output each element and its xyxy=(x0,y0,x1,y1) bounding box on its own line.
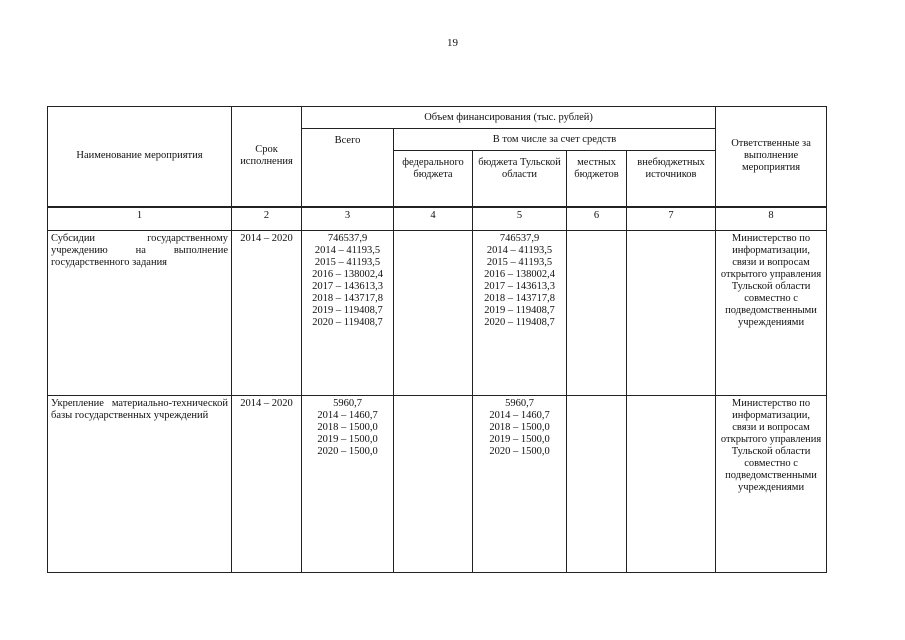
header-local: местных бюджетов xyxy=(567,151,627,207)
measure-federal xyxy=(394,230,473,395)
amount-line: 2014 – 41193,5 xyxy=(314,244,381,256)
measure-term: 2014 – 2020 xyxy=(232,395,302,573)
budget-table xyxy=(47,106,827,573)
measure-extrabudget xyxy=(627,395,716,573)
header-term: Срок исполнения xyxy=(232,107,302,207)
measure-local xyxy=(567,230,627,395)
amount-line: 2020 – 1500,0 xyxy=(317,445,378,457)
column-number: 1 xyxy=(48,207,232,231)
amount-line: 2018 – 1500,0 xyxy=(489,421,550,433)
measure-name: Субсидии государственному учреждению на выполнение государственного задания xyxy=(48,230,232,395)
amount-line: 2018 – 143717,8 xyxy=(312,292,383,304)
amount-line: 2018 – 143717,8 xyxy=(484,292,555,304)
header-responsible: Ответственные за выполнение мероприятия xyxy=(716,107,827,207)
amount-line: 5960,7 xyxy=(505,397,534,409)
measure-total xyxy=(302,395,394,573)
measure-regional xyxy=(473,230,567,395)
amount-line: 2019 – 119408,7 xyxy=(484,304,555,316)
column-number: 4 xyxy=(394,207,473,231)
amount-line: 5960,7 xyxy=(333,397,362,409)
header-total: Всего xyxy=(302,129,394,207)
column-number: 6 xyxy=(567,207,627,231)
amount-line: 2019 – 1500,0 xyxy=(489,433,550,445)
header-name: Наименование мероприятия xyxy=(48,107,232,207)
amount-line: 2014 – 1460,7 xyxy=(317,409,378,421)
table-row xyxy=(48,395,827,573)
amount-line: 2020 – 119408,7 xyxy=(484,316,555,328)
header-including: В том числе за счет средств xyxy=(394,129,716,151)
amount-line: 2015 – 41193,5 xyxy=(314,256,381,268)
amount-line: 2020 – 119408,7 xyxy=(312,316,383,328)
column-number: 7 xyxy=(627,207,716,231)
measure-responsible: Министерство по информатизации, связи и вопросам открытого управления Тульской области совместно с подведомственными учреждениями xyxy=(716,395,827,573)
measure-local xyxy=(567,395,627,573)
amount-line: 2017 – 143613,3 xyxy=(312,280,383,292)
measure-federal xyxy=(394,395,473,573)
measure-term: 2014 – 2020 xyxy=(232,230,302,395)
amount-line: 746537,9 xyxy=(327,232,368,244)
header-financing: Объем финансирования (тыс. рублей) xyxy=(302,107,716,129)
measure-total xyxy=(302,230,394,395)
measure-extrabudget xyxy=(627,230,716,395)
header-federal: федерального бюджета xyxy=(394,151,473,207)
column-number: 8 xyxy=(716,207,827,231)
amount-line: 2014 – 41193,5 xyxy=(486,244,553,256)
column-number: 5 xyxy=(473,207,567,231)
amount-line: 2016 – 138002,4 xyxy=(312,268,383,280)
column-number-row xyxy=(48,207,827,231)
amount-line: 2016 – 138002,4 xyxy=(484,268,555,280)
amount-line: 2015 – 41193,5 xyxy=(486,256,553,268)
amount-line: 2019 – 1500,0 xyxy=(317,433,378,445)
amount-line: 2018 – 1500,0 xyxy=(317,421,378,433)
measure-name: Укрепление материально-технической базы государственных учреждений xyxy=(48,395,232,573)
measure-regional xyxy=(473,395,567,573)
amount-line: 2019 – 119408,7 xyxy=(312,304,383,316)
header-regional: бюджета Тульской области xyxy=(473,151,567,207)
header-extrabudget: внебюджетных источников xyxy=(627,151,716,207)
table-row xyxy=(48,230,827,395)
amount-line: 746537,9 xyxy=(499,232,540,244)
column-number: 3 xyxy=(302,207,394,231)
amount-line: 2014 – 1460,7 xyxy=(489,409,550,421)
column-number: 2 xyxy=(232,207,302,231)
amount-line: 2020 – 1500,0 xyxy=(489,445,550,457)
measure-responsible: Министерство по информатизации, связи и вопросам открытого управления Тульской области совместно с подведомственными учреждениями xyxy=(716,230,827,395)
amount-line: 2017 – 143613,3 xyxy=(484,280,555,292)
page-number: 19 xyxy=(447,37,458,49)
